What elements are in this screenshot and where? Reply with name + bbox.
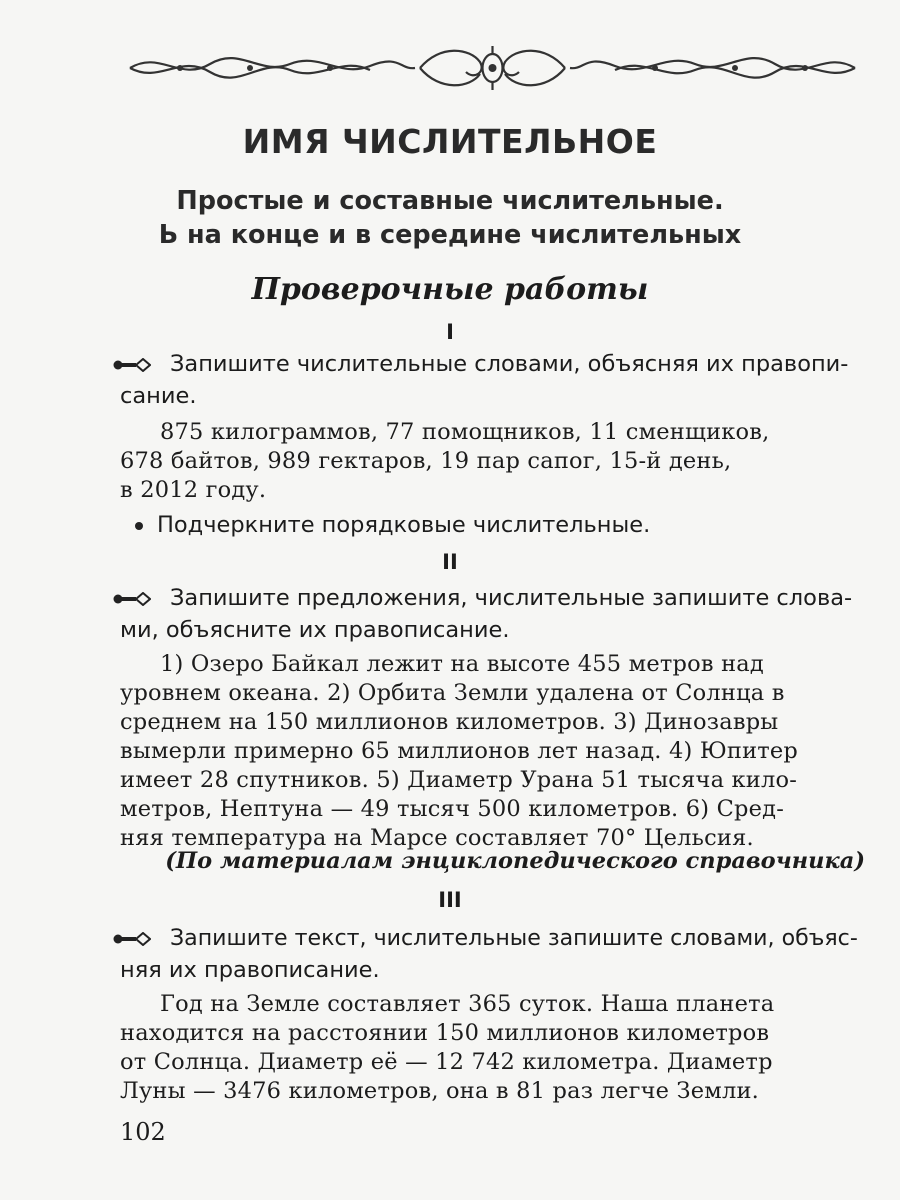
task-1-text xyxy=(120,418,865,505)
instruction-line: Запишите предложения, числительные запишите слова- xyxy=(170,585,853,611)
instruction-line: Запишите текст, числительные запишите словами, объяс- xyxy=(170,925,858,951)
text-line: Луны — 3476 километров, она в 81 раз легче Земли. xyxy=(120,1078,759,1104)
task-1-extra xyxy=(135,512,650,538)
subtitle-line-1: Простые и составные числительные. xyxy=(176,186,724,216)
section-title: Проверочные работы xyxy=(251,272,649,307)
text-line: вымерли примерно 65 миллионов лет назад. 4) Юпитер xyxy=(120,738,799,764)
text-line: имеет 28 спутников. 5) Диаметр Урана 51 тысяча кило- xyxy=(120,767,798,793)
instruction-line: няя их правописание. xyxy=(120,957,380,983)
task-2-instruction xyxy=(120,582,865,646)
bullet-icon xyxy=(135,522,143,530)
arrow-diamond-icon xyxy=(113,358,151,372)
text-line: 875 килограммов, 77 помощников, 11 сменщиков, xyxy=(160,419,770,445)
text-line: в 2012 году. xyxy=(120,477,267,503)
instruction-line: Запишите числительные словами, объясняя их правопи- xyxy=(170,351,849,377)
task-3-text xyxy=(120,990,865,1106)
chapter-title: ИМЯ ЧИСЛИТЕЛЬНОЕ xyxy=(242,122,658,161)
instruction-line: сание. xyxy=(120,383,197,409)
task-3-instruction xyxy=(120,922,865,986)
decorative-ornament xyxy=(120,40,865,96)
subtitle-line-2: Ь на конце и в середине числительных xyxy=(158,220,742,250)
text-line: находится на расстоянии 150 миллионов километров xyxy=(120,1020,770,1046)
text-line: метров, Нептуна — 49 тысяч 500 километров. 6) Сред- xyxy=(120,796,784,822)
arrow-diamond-icon xyxy=(113,932,151,946)
task-1-instruction xyxy=(120,348,865,412)
instruction-line: ми, объясните их правописание. xyxy=(120,617,510,643)
task-number-3: III xyxy=(438,888,462,912)
text-line: 678 байтов, 989 гектаров, 19 пар сапог, 15-й день, xyxy=(120,448,732,474)
task-2-text xyxy=(120,650,865,853)
extra-instruction: Подчеркните порядковые числительные. xyxy=(157,512,651,538)
source-citation xyxy=(120,848,865,874)
text-line: среднем на 150 миллионов километров. 3) Динозавры xyxy=(120,709,779,735)
task-number-2: II xyxy=(442,550,458,574)
source-text: (По материалам энциклопедического справочника) xyxy=(165,848,865,874)
text-line: 1) Озеро Байкал лежит на высоте 455 метров над xyxy=(160,651,764,677)
text-line: Год на Земле составляет 365 суток. Наша планета xyxy=(160,991,775,1017)
text-line: от Солнца. Диаметр её — 12 742 километра. Диаметр xyxy=(120,1049,773,1075)
text-line: няя температура на Марсе составляет 70° Цельсия. xyxy=(120,825,754,851)
text-line: уровнем океана. 2) Орбита Земли удалена от Солнца в xyxy=(120,680,785,706)
arrow-diamond-icon xyxy=(113,592,151,606)
page-number: 102 xyxy=(120,1118,166,1146)
task-number-1: I xyxy=(446,320,454,344)
